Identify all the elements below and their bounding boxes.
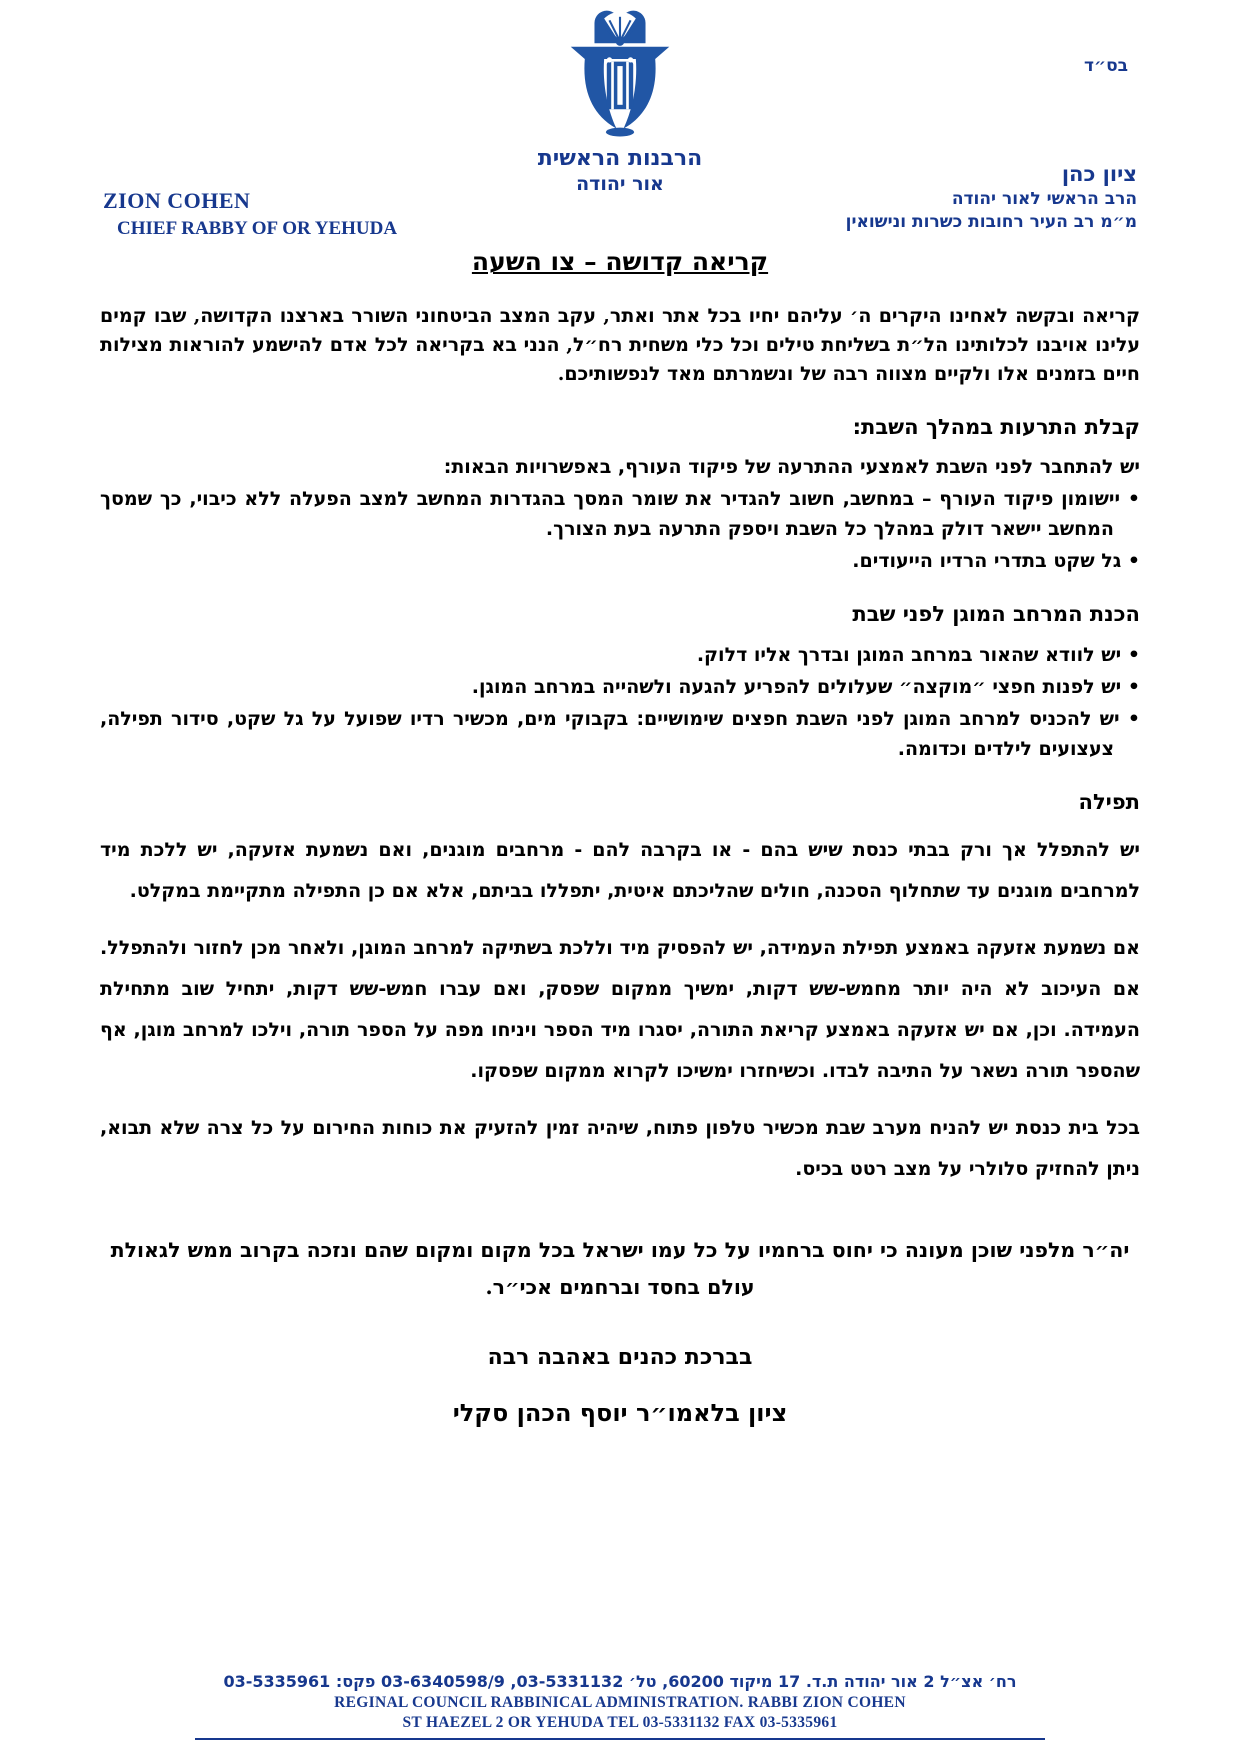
rabbi-name-english: ZION COHEN	[103, 188, 251, 213]
header-hebrew-block	[846, 162, 1137, 232]
shelter-bullet-2: • יש לפנות חפצי ״מוקצה״ שעלולים להפריע להגעה ולשהייה במרחב המוגן.	[100, 672, 1140, 702]
signature-blessing: בברכת כהנים באהבה רבה	[487, 1344, 753, 1370]
document-body	[100, 302, 1140, 1427]
shelter-bullet-3: • יש להכניס למרחב המוגן לפני השבת חפצים שימושיים: בקבוקי מים, מכשיר רדיו שפועל על גל שקט, סידור תפילה, צעצועים לילדים וכדומה.	[100, 704, 1140, 764]
section-heading-prayer: תפילה	[1078, 790, 1140, 814]
document-footer	[0, 1672, 1240, 1740]
alerts-bullet-2: • גל שקט בתדרי הרדיו הייעודים.	[100, 546, 1140, 576]
rabbi-title-hebrew: הרב הראשי לאור יהודה	[951, 189, 1137, 209]
footer-address-hebrew: רח׳ אצ״ל 2 אור יהודה ת.ד. 17 מיקוד 60200, טל׳ 03-5331132, 03-6340598/9 פקס: 03-5335961	[223, 1672, 1017, 1691]
closing-blessing-paragraph: יה״ר מלפני שוכן מעונה כי יחוס ברחמיו על כל עמו ישראל בכל מקום ומקום שהם ונזכה בקרוב ממש לגאולת עולם בחסד וברחמים אכי״ר.	[110, 1238, 1130, 1299]
footer-org-english: REGINAL COUNCIL RABBINICAL ADMINISTRATION. RABBI ZION COHEN	[334, 1694, 906, 1711]
document-title: קריאה קדושה – צו השעה	[471, 247, 769, 276]
bsd-mark: בס״ד	[1084, 56, 1128, 76]
intro-paragraph: קריאה ובקשה לאחינו היקרים ה׳ עליהם יחיו בכל אתר ואתר, עקב המצב הביטחוני השורר בארצנו הקדושה, שבו קמים עלינו אויבנו לכלותינו הל״ת בשליחת טילים וכל כלי משחית רח״ל, הנני בא בקריאה לכל אדם להישמע להוראות מצילות חיים בזמנים אלו ולקיים מצווה רבה של ונשמרתם מאד לנפשותיכם.	[100, 305, 1140, 385]
shelter-bullet-1: • יש לוודא שהאור במרחב המוגן ובדרך אליו דלוק.	[100, 640, 1140, 670]
torah-emblem-graphic	[567, 8, 673, 140]
alerts-intro-line: יש להתחבר לפני השבת לאמצעי ההתרעה של פיקוד העורף, באפשרויות הבאות:	[443, 456, 1140, 478]
alerts-bullet-1: • יישומון פיקוד העורף – במחשב, חשוב להגדיר את שומר המסך בהגדרות המחשב למצב הפעלה ללא כיבוי, כך שמסך המחשב יישאר דולק במהלך כל השבת ויספק התרעה בעת הצורך.	[100, 484, 1140, 544]
prayer-paragraph-2: אם נשמעת אזעקה באמצע תפילת העמידה, יש להפסיק מיד וללכת בשתיקה למרחב המוגן, ולאחר מכן לחזור ולהתפלל. אם העיכוב לא היה יותר מחמש-שש דקות, ימשיך ממקום שפסק, ואם עברו חמש-שש דקות, יתחיל שוב מתחילת העמידה. וכן, אם יש אזעקה באמצע קריאת התורה, יסגרו מיד הספר ויניחו מפה על הספר תורה, וילכו למרחב מוגן, אף שהספר תורה נשאר על התיבה לבדו. וכשיחזרו ימשיכו לקרוא ממקום שפסקו.	[100, 937, 1140, 1082]
logo-subtitle: אור יהודה	[576, 173, 664, 195]
logo-title: הרבנות הראשית	[537, 146, 703, 171]
rabbinate-emblem-icon	[565, 8, 675, 144]
header-english-block	[103, 188, 397, 240]
rabbi-subtitle-hebrew: מ״מ רב העיר רחובות כשרות ונישואין	[845, 212, 1137, 232]
section-heading-shelter: הכנת המרחב המוגן לפני שבת	[852, 602, 1140, 626]
prayer-paragraph-3: בכל בית כנסת יש להניח מערב שבת מכשיר טלפון פתוח, שיהיה זמין להזעיק את כוחות החירום על כל צרה שלא תבוא, ניתן להחזיק סלולרי על מצב רטט בכיס.	[100, 1117, 1140, 1180]
prayer-paragraph-1: יש להתפלל אך ורק בבתי כנסת שיש בהם - או בקרבה להם - מרחבים מוגנים, ואם נשמעת אזעקה, יש ללכת מיד למרחבים מוגנים עד שתחלוף הסכנה, חולים שהליכתם איטית, יתפללו בביתם, אלא אם כן התפילה מתקיימת במקלט.	[100, 839, 1140, 902]
footer-rule	[195, 1738, 1045, 1740]
signature-name: ציון בלאמו״ר יוסף הכהן סקלי	[452, 1398, 788, 1427]
rabbi-title-english: CHIEF RABBY OF OR YEHUDA	[117, 218, 398, 239]
section-heading-alerts: קבלת התרעות במהלך השבת:	[852, 415, 1140, 439]
rabbi-name-hebrew: ציון כהן	[1061, 162, 1137, 186]
footer-address-english: ST HAEZEL 2 OR YEHUDA TEL 03-5331132 FAX 03-5335961	[402, 1714, 838, 1731]
